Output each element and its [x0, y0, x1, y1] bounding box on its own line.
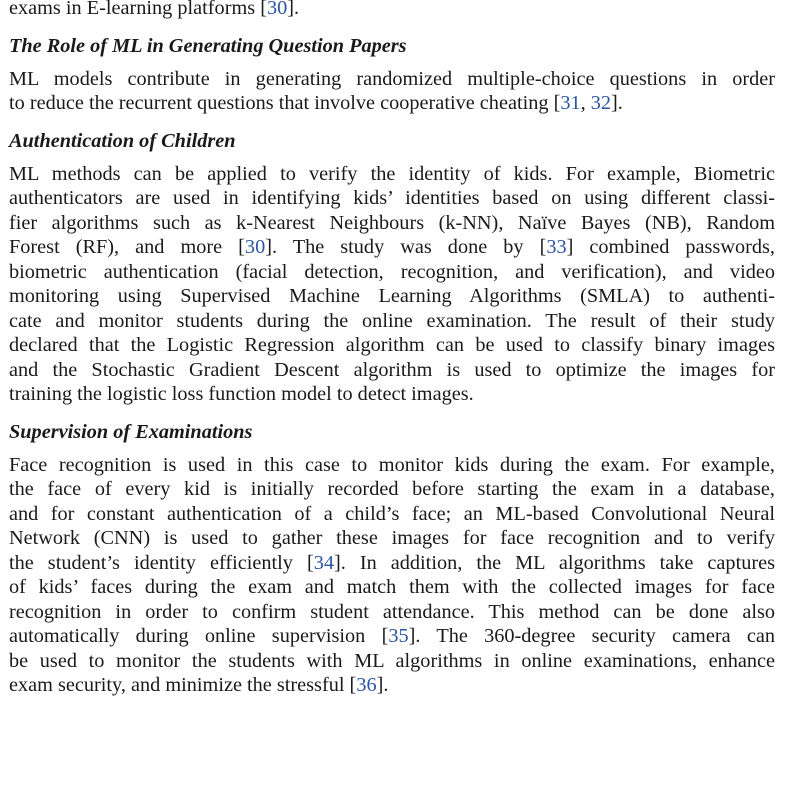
text-run: ML models contribute in generating randomized multiple-choice questions in order [9, 67, 775, 90]
text-line [9, 526, 775, 551]
text-run: the face of every kid is initially recorded before starting the exam in a database, [9, 478, 775, 500]
paper-page [9, 0, 775, 698]
citation-link[interactable]: 32 [590, 92, 612, 114]
paragraph [9, 0, 775, 21]
text-run: to reduce the recurrent questions that involve cooperative cheating [ [9, 92, 561, 114]
text-run: be used to monitor the students with ML algorithms in online examinations, enhance [9, 649, 775, 672]
section-heading: Supervision of Examinations [9, 420, 253, 443]
paragraph [9, 453, 775, 698]
citation-link[interactable]: 35 [388, 625, 409, 647]
text-line [9, 162, 775, 187]
text-line [9, 600, 775, 625]
text-run: biometric authentication (facial detection, recognition, and verification), and video [9, 260, 775, 283]
text-line [9, 0, 775, 21]
text-run: exam security, and minimize the stressful [ [9, 674, 357, 696]
section-heading: The Role of ML in Generating Question Papers [9, 34, 407, 57]
text-run: fier algorithms such as k-Nearest Neighbours (k-NN), Naïve Bayes (NB), Random [9, 211, 775, 234]
text-line [9, 260, 775, 285]
text-run: ] combined passwords, [566, 236, 775, 258]
text-run: the student’s identity efficiently [ [9, 551, 314, 574]
text-line [9, 382, 775, 407]
text-run: ]. In addition, the ML algorithms take captures [333, 551, 775, 574]
text-line [9, 649, 775, 674]
text-run: declared that the Logistic Regression algorithm can be used to classify binary images [9, 334, 775, 356]
paragraph [9, 67, 775, 116]
text-run: ]. [376, 674, 389, 696]
text-run: and for constant authentication of a child’s face; an ML-based Convolutional Neural [9, 502, 775, 525]
citation-link[interactable]: 31 [560, 92, 581, 114]
section-gap [9, 116, 775, 129]
heading-gap [9, 444, 775, 453]
text-line [9, 67, 775, 92]
text-line [9, 624, 775, 649]
paragraph [9, 162, 775, 407]
citation-link[interactable]: 33 [546, 236, 567, 258]
text-run: automatically during online supervision [ [9, 625, 389, 647]
text-run: Forest (RF), and more [ [9, 236, 245, 258]
text-run: recognition in order to confirm student attendance. This method can be done also [9, 600, 775, 623]
text-run: authenticators are used in identifying kids’ identities based on using different classi- [9, 187, 775, 209]
text-run: ]. The study was done by [ [265, 236, 547, 258]
text-line [9, 91, 775, 116]
heading-gap [9, 58, 775, 67]
text-line [9, 186, 775, 211]
section-gap [9, 21, 775, 34]
text-run: ML methods can be applied to verify the identity of kids. For example, Biometric [9, 162, 775, 185]
citation-link[interactable]: 36 [356, 674, 377, 696]
text-line [9, 284, 775, 309]
text-run: cate and monitor students during the online examination. The result of their study [9, 309, 775, 332]
text-run: and the Stochastic Gradient Descent algorithm is used to optimize the images for [9, 358, 775, 381]
text-run: ]. The 360-degree security camera can [408, 625, 775, 647]
text-run: Face recognition is used in this case to monitor kids during the exam. For example, [9, 453, 775, 476]
text-line [9, 575, 775, 600]
text-line [9, 211, 775, 236]
text-run: ]. [287, 0, 300, 19]
citation-link[interactable]: 30 [244, 236, 266, 258]
text-line [9, 453, 775, 478]
text-line [9, 477, 775, 502]
citation-link[interactable]: 34 [313, 551, 334, 574]
text-run: Network (CNN) is used to gather these images for face recognition and to verify [9, 527, 775, 549]
text-run: monitoring using Supervised Machine Learning Algorithms (SMLA) to authenti- [9, 285, 775, 307]
text-line [9, 309, 775, 334]
text-line [9, 333, 775, 358]
text-line [9, 673, 775, 698]
text-line [9, 502, 775, 527]
text-line [9, 551, 775, 576]
section-gap [9, 407, 775, 420]
text-run: training the logistic loss function model to detect images. [9, 383, 474, 405]
text-line [9, 358, 775, 383]
text-line [9, 235, 775, 260]
text-run: of kids’ faces during the exam and match them with the collected images for face [9, 576, 775, 598]
text-run: exams in E-learning platforms [ [9, 0, 267, 19]
section-heading: Authentication of Children [9, 129, 236, 152]
heading-gap [9, 153, 775, 162]
text-run: , [580, 92, 591, 114]
text-run: ]. [611, 92, 623, 114]
citation-link[interactable]: 30 [266, 0, 288, 19]
